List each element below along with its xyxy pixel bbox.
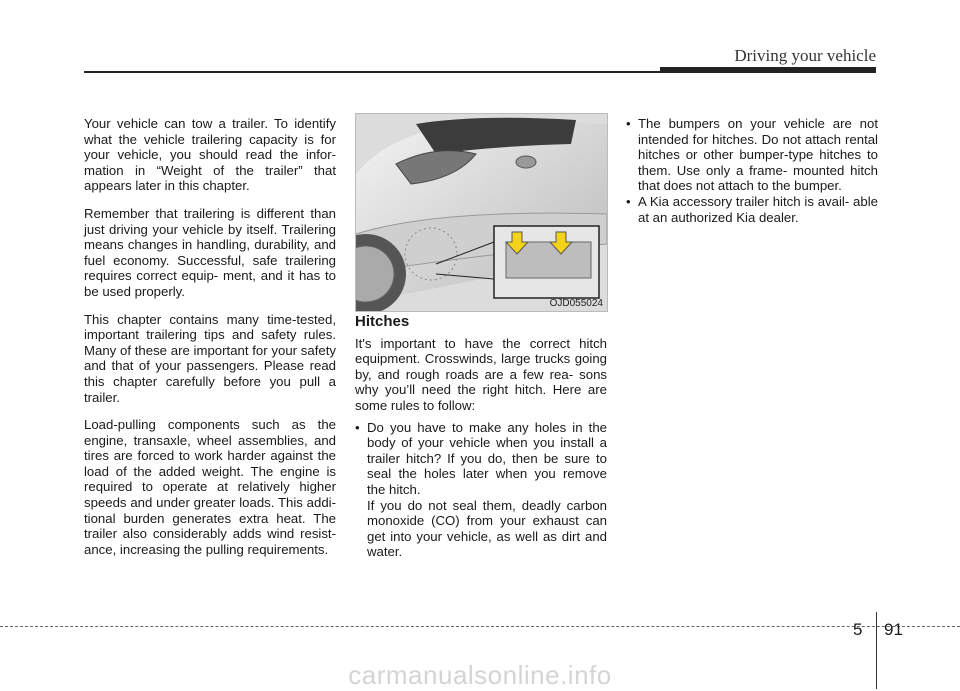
paragraph: Remember that trailering is different than just driving your vehicle by itself. Trailering means changes in handling, durability, and fuel economy. Successful, safe trailering requires correct equip- ment, and it has to be used properly.	[84, 205, 336, 299]
header-rule	[84, 71, 684, 73]
bullet-list	[355, 420, 607, 498]
hitch-illustration	[355, 113, 608, 312]
paragraph: Load-pulling components such as the engine, transaxle, wheel assemblies, and tires are forced to work harder against the load of the added weight. The engine is required to operate at relatively higher speeds and under greater loads. This addi- tional burden generates extra heat. The trailer also considerably adds wind resist- ance, increasing the pulling requirements.	[84, 417, 336, 557]
column-right	[626, 116, 878, 225]
watermark: carmanualsonline.info	[348, 660, 612, 690]
footer-rule	[0, 626, 960, 627]
section-title: Driving your vehicle	[734, 46, 876, 65]
list-item: • A Kia accessory trailer hitch is avail- able at an authorized Kia dealer.	[626, 194, 878, 225]
column-left	[84, 116, 336, 569]
list-item: • Do you have to make any holes in the body of your vehicle when you install a trailer hitch? If you do, then be sure to seal the holes later when you remove the hitch.	[355, 420, 607, 498]
list-item: • The bumpers on your vehicle are not intended for hitches. Do not attach rental hitches or other bumper-type hitches to them. Use only a frame- mounted hitch that does not attach to the bumper.	[626, 116, 878, 194]
paragraph: Your vehicle can tow a trailer. To identify what the vehicle trailering capacity is for your vehicle, you should read the infor- mation in “Weight of the trailer” that appears later in this chapter.	[84, 116, 336, 194]
column-middle	[355, 314, 607, 572]
header-rule-accent	[660, 67, 876, 73]
paragraph-sub: If you do not seal them, deadly carbon monoxide (CO) from your exhaust can get into your vehicle, as well as dirt and water.	[367, 497, 607, 560]
page-number: 91	[884, 620, 903, 639]
chapter-number: 5	[853, 620, 863, 639]
bullet-list	[626, 116, 878, 225]
rear-car-illustration	[356, 114, 607, 311]
section-heading: Hitches	[355, 313, 410, 330]
paragraph: It's important to have the correct hitch equipment. Crosswinds, large trucks going by, and rough roads are a few rea- sons why you’ll need the right hitch. Here are some rules to follow:	[355, 335, 607, 413]
figure-caption: OJD055024	[549, 298, 603, 309]
paragraph: This chapter contains many time-tested, important trailering tips and safety rules. Many of these are important for your safety and that of your passengers. Please read this chapter carefully before you pull a trailer.	[84, 311, 336, 405]
